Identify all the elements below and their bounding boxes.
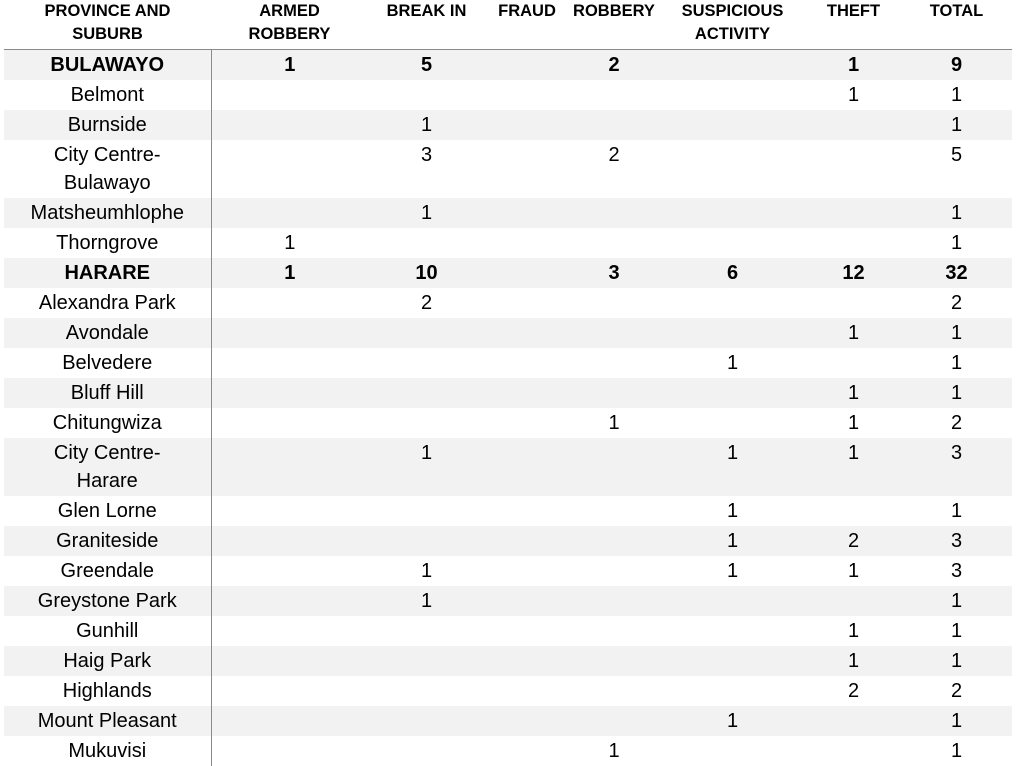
cell-theft: 1 [806, 408, 901, 438]
cell-armed-robbery [211, 318, 368, 348]
cell-armed-robbery [211, 706, 368, 736]
cell-suspicious-activity [659, 198, 806, 228]
cell-theft [806, 706, 901, 736]
cell-break-in [368, 378, 485, 408]
cell-robbery: 2 [569, 50, 659, 81]
table-row [4, 496, 1012, 526]
cell-break-in: 1 [368, 586, 485, 616]
cell-fraud [485, 706, 569, 736]
suburb-name: Greystone Park [4, 586, 211, 616]
cell-break-in: 2 [368, 288, 485, 318]
cell-total: 3 [901, 526, 1012, 556]
table-row [4, 408, 1012, 438]
cell-theft: 1 [806, 50, 901, 81]
cell-robbery: 1 [569, 408, 659, 438]
cell-suspicious-activity: 1 [659, 706, 806, 736]
cell-armed-robbery [211, 676, 368, 706]
cell-suspicious-activity: 1 [659, 556, 806, 586]
cell-total: 1 [901, 586, 1012, 616]
cell-break-in [368, 526, 485, 556]
cell-fraud [485, 616, 569, 646]
suburb-name: Gunhill [4, 616, 211, 646]
cell-total: 1 [901, 348, 1012, 378]
header-total [901, 0, 1012, 50]
cell-armed-robbery: 1 [211, 228, 368, 258]
cell-fraud [485, 496, 569, 526]
suburb-name: Bluff Hill [4, 378, 211, 408]
suburb-name-line: Harare [4, 467, 211, 495]
cell-fraud [485, 348, 569, 378]
cell-robbery: 1 [569, 736, 659, 766]
cell-robbery [569, 496, 659, 526]
cell-fraud [485, 736, 569, 766]
cell-robbery [569, 110, 659, 140]
cell-total: 32 [901, 258, 1012, 288]
cell-fraud [485, 140, 569, 198]
cell-robbery [569, 198, 659, 228]
cell-suspicious-activity [659, 408, 806, 438]
cell-fraud [485, 646, 569, 676]
cell-total: 1 [901, 80, 1012, 110]
cell-total: 1 [901, 110, 1012, 140]
header-label-line: ROBBERY [211, 23, 368, 46]
suburb-name: Graniteside [4, 526, 211, 556]
table-row [4, 556, 1012, 586]
cell-break-in [368, 616, 485, 646]
cell-theft [806, 110, 901, 140]
header-label-line: BREAK IN [368, 0, 485, 23]
cell-total: 9 [901, 50, 1012, 81]
suburb-name: Belvedere [4, 348, 211, 378]
table-row [4, 228, 1012, 258]
cell-theft [806, 496, 901, 526]
cell-robbery [569, 676, 659, 706]
cell-suspicious-activity [659, 110, 806, 140]
cell-theft [806, 586, 901, 616]
cell-robbery [569, 706, 659, 736]
cell-suspicious-activity [659, 80, 806, 110]
header-robbery [569, 0, 659, 50]
header-label-line: PROVINCE AND [4, 0, 211, 23]
table-row [4, 616, 1012, 646]
suburb-name: Mount Pleasant [4, 706, 211, 736]
suburb-name-line: City Centre- [4, 439, 211, 467]
cell-suspicious-activity [659, 616, 806, 646]
cell-total: 1 [901, 496, 1012, 526]
province-row [4, 258, 1012, 288]
cell-fraud [485, 408, 569, 438]
cell-break-in: 3 [368, 140, 485, 198]
table-row [4, 110, 1012, 140]
cell-break-in: 10 [368, 258, 485, 288]
cell-robbery [569, 556, 659, 586]
cell-robbery [569, 288, 659, 318]
cell-suspicious-activity [659, 288, 806, 318]
header-label-line: ROBBERY [569, 0, 659, 23]
cell-fraud [485, 318, 569, 348]
table-row [4, 736, 1012, 766]
cell-total: 1 [901, 736, 1012, 766]
cell-suspicious-activity: 1 [659, 526, 806, 556]
cell-total: 1 [901, 706, 1012, 736]
table-row [4, 438, 1012, 496]
cell-fraud [485, 526, 569, 556]
cell-break-in [368, 228, 485, 258]
header-label-line: SUSPICIOUS [659, 0, 806, 23]
cell-fraud [485, 80, 569, 110]
cell-break-in [368, 318, 485, 348]
table-row [4, 348, 1012, 378]
suburb-name: Chitungwiza [4, 408, 211, 438]
suburb-name [4, 438, 211, 496]
cell-suspicious-activity: 1 [659, 348, 806, 378]
suburb-name: Burnside [4, 110, 211, 140]
table-row [4, 288, 1012, 318]
header-theft [806, 0, 901, 50]
province-name: HARARE [4, 258, 211, 288]
table-row [4, 198, 1012, 228]
cell-armed-robbery [211, 556, 368, 586]
cell-theft [806, 288, 901, 318]
cell-break-in: 1 [368, 438, 485, 496]
cell-fraud [485, 676, 569, 706]
cell-break-in [368, 676, 485, 706]
header-row [4, 0, 1012, 50]
cell-robbery: 3 [569, 258, 659, 288]
province-name: BULAWAYO [4, 50, 211, 81]
cell-armed-robbery [211, 408, 368, 438]
cell-armed-robbery [211, 288, 368, 318]
table-row [4, 706, 1012, 736]
cell-total: 1 [901, 318, 1012, 348]
cell-suspicious-activity [659, 646, 806, 676]
table-row [4, 586, 1012, 616]
cell-break-in: 1 [368, 198, 485, 228]
cell-fraud [485, 50, 569, 81]
cell-robbery [569, 348, 659, 378]
crime-incidents-table [4, 0, 1012, 766]
cell-robbery [569, 438, 659, 496]
cell-fraud [485, 198, 569, 228]
header-label-line: FRAUD [485, 0, 569, 23]
cell-suspicious-activity: 6 [659, 258, 806, 288]
cell-theft: 2 [806, 676, 901, 706]
suburb-name: Avondale [4, 318, 211, 348]
cell-armed-robbery [211, 198, 368, 228]
cell-armed-robbery: 1 [211, 258, 368, 288]
cell-robbery: 2 [569, 140, 659, 198]
cell-robbery [569, 586, 659, 616]
cell-suspicious-activity: 1 [659, 438, 806, 496]
cell-fraud [485, 586, 569, 616]
table-body [4, 50, 1012, 766]
header-label-line: ARMED [211, 0, 368, 23]
cell-armed-robbery [211, 348, 368, 378]
suburb-name: Alexandra Park [4, 288, 211, 318]
cell-robbery [569, 80, 659, 110]
header-label-line: SUBURB [4, 23, 211, 46]
cell-armed-robbery [211, 378, 368, 408]
cell-armed-robbery [211, 438, 368, 496]
table-row [4, 80, 1012, 110]
suburb-name: Belmont [4, 80, 211, 110]
suburb-name: Highlands [4, 676, 211, 706]
cell-total: 3 [901, 438, 1012, 496]
cell-break-in [368, 80, 485, 110]
cell-fraud [485, 258, 569, 288]
suburb-name: Greendale [4, 556, 211, 586]
table-row [4, 140, 1012, 198]
cell-total: 3 [901, 556, 1012, 586]
cell-theft [806, 198, 901, 228]
province-row [4, 50, 1012, 81]
cell-total: 1 [901, 616, 1012, 646]
cell-total: 1 [901, 378, 1012, 408]
cell-fraud [485, 228, 569, 258]
cell-theft [806, 140, 901, 198]
suburb-name [4, 140, 211, 198]
cell-break-in [368, 348, 485, 378]
cell-theft: 1 [806, 318, 901, 348]
suburb-name-line: City Centre- [4, 141, 211, 169]
cell-total: 1 [901, 646, 1012, 676]
table-row [4, 676, 1012, 706]
cell-fraud [485, 438, 569, 496]
cell-fraud [485, 288, 569, 318]
cell-armed-robbery [211, 586, 368, 616]
cell-theft: 1 [806, 616, 901, 646]
cell-fraud [485, 110, 569, 140]
cell-break-in [368, 646, 485, 676]
cell-theft: 1 [806, 646, 901, 676]
cell-break-in [368, 496, 485, 526]
cell-total: 2 [901, 288, 1012, 318]
table-header [4, 0, 1012, 50]
table-row [4, 318, 1012, 348]
cell-theft: 1 [806, 378, 901, 408]
cell-suspicious-activity [659, 736, 806, 766]
cell-armed-robbery [211, 496, 368, 526]
cell-robbery [569, 318, 659, 348]
cell-suspicious-activity [659, 318, 806, 348]
header-break-in [368, 0, 485, 50]
cell-robbery [569, 378, 659, 408]
cell-suspicious-activity [659, 586, 806, 616]
cell-armed-robbery [211, 736, 368, 766]
table-row [4, 526, 1012, 556]
cell-armed-robbery: 1 [211, 50, 368, 81]
cell-break-in: 1 [368, 556, 485, 586]
suburb-name: Thorngrove [4, 228, 211, 258]
cell-total: 1 [901, 228, 1012, 258]
table-row [4, 378, 1012, 408]
cell-break-in [368, 408, 485, 438]
cell-theft: 1 [806, 438, 901, 496]
header-suspicious-activity [659, 0, 806, 50]
suburb-name-line: Bulawayo [4, 169, 211, 197]
cell-theft [806, 736, 901, 766]
cell-break-in: 5 [368, 50, 485, 81]
header-label-line: THEFT [806, 0, 901, 23]
cell-armed-robbery [211, 646, 368, 676]
cell-armed-robbery [211, 616, 368, 646]
cell-theft [806, 228, 901, 258]
cell-suspicious-activity [659, 50, 806, 81]
cell-robbery [569, 526, 659, 556]
cell-robbery [569, 646, 659, 676]
cell-break-in: 1 [368, 110, 485, 140]
cell-total: 1 [901, 198, 1012, 228]
cell-robbery [569, 228, 659, 258]
cell-armed-robbery [211, 140, 368, 198]
header-label-line: ACTIVITY [659, 23, 806, 46]
cell-armed-robbery [211, 110, 368, 140]
cell-suspicious-activity [659, 378, 806, 408]
cell-break-in [368, 736, 485, 766]
header-province-and-suburb [4, 0, 211, 50]
cell-suspicious-activity [659, 676, 806, 706]
cell-theft: 1 [806, 80, 901, 110]
header-armed-robbery [211, 0, 368, 50]
cell-armed-robbery [211, 80, 368, 110]
suburb-name: Matsheumhlophe [4, 198, 211, 228]
cell-suspicious-activity: 1 [659, 496, 806, 526]
cell-theft: 1 [806, 556, 901, 586]
cell-theft: 2 [806, 526, 901, 556]
cell-total: 2 [901, 676, 1012, 706]
cell-break-in [368, 706, 485, 736]
cell-theft: 12 [806, 258, 901, 288]
table-row [4, 646, 1012, 676]
cell-total: 5 [901, 140, 1012, 198]
cell-fraud [485, 556, 569, 586]
suburb-name: Haig Park [4, 646, 211, 676]
cell-theft [806, 348, 901, 378]
cell-armed-robbery [211, 526, 368, 556]
cell-fraud [485, 378, 569, 408]
cell-total: 2 [901, 408, 1012, 438]
cell-suspicious-activity [659, 228, 806, 258]
cell-robbery [569, 616, 659, 646]
suburb-name: Glen Lorne [4, 496, 211, 526]
header-label-line: TOTAL [901, 0, 1012, 23]
suburb-name: Mukuvisi [4, 736, 211, 766]
cell-suspicious-activity [659, 140, 806, 198]
header-fraud [485, 0, 569, 50]
